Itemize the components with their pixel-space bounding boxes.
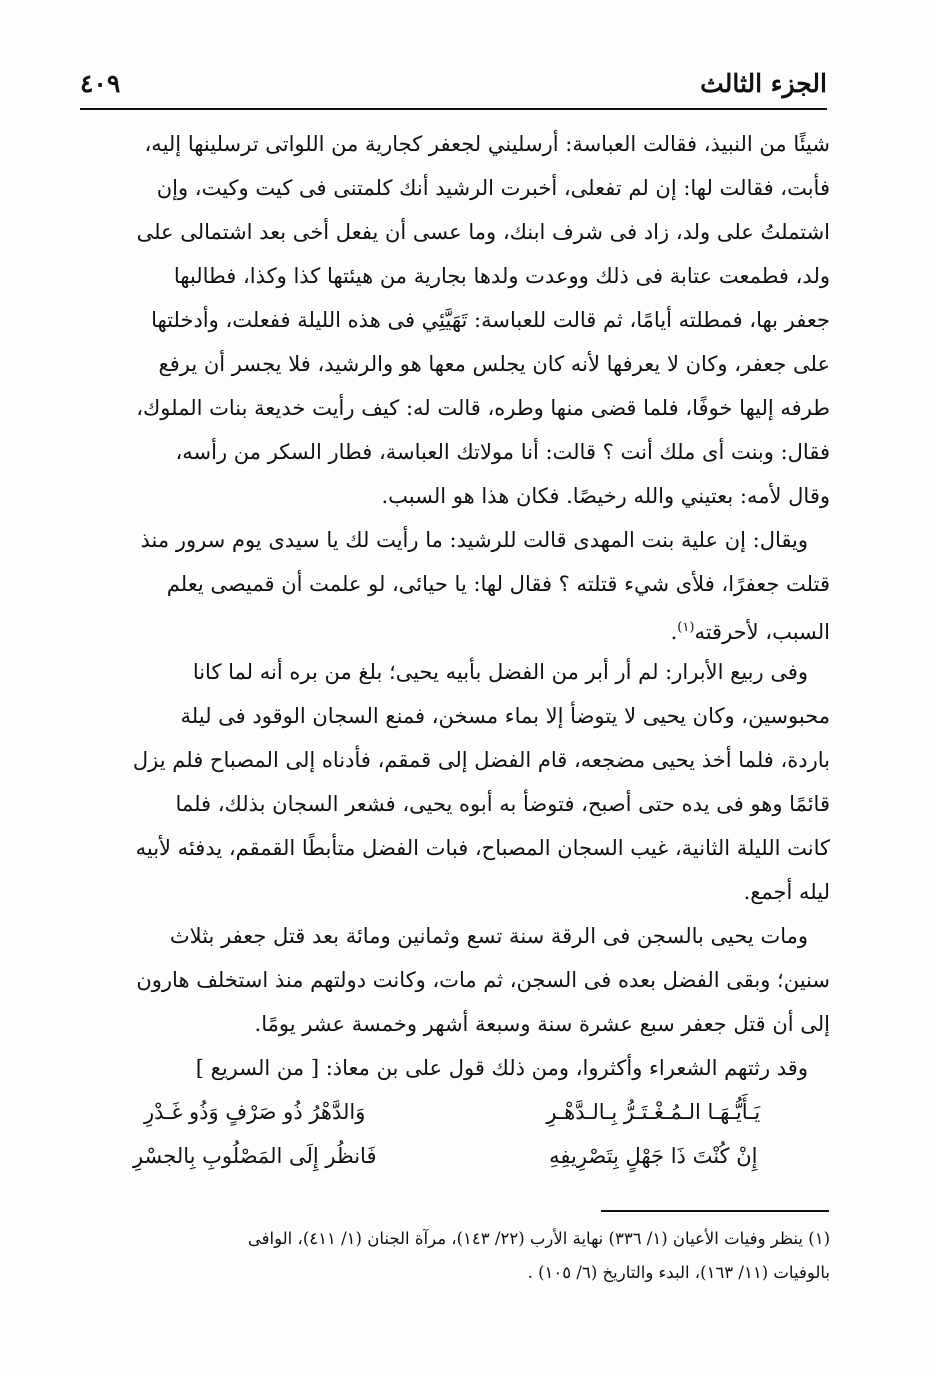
text-line: قائمًا وهو فى يده حتى أصبح، فتوضأ به أبوه يحيى، فشعر السجان بذلك، فلما: [175, 792, 830, 816]
text-line: اشتملتُ على ولد، زاد فى شرف ابنك، وما عسى أن يفعل أخى بعد اشتمالى على: [136, 220, 830, 244]
page-number: ٤٠٩: [80, 68, 121, 98]
verse-first-hemistich: يَـأَيُّـهَـا الـمُـغْـتَـرُّ بِـالـدَّهْـرِ: [546, 1100, 761, 1124]
verse-second-hemistich: فَانظُر إِلَى المَصْلُوبِ بِالجسْرِ: [132, 1144, 377, 1168]
verse-first-hemistich: إِنْ كُنْتَ ذَا جَهْلٍ بِتَصْرِيفِهِ: [549, 1144, 758, 1168]
text-line: باردة، فلما أخذ يحيى مضجعه، قام الفضل إلى قمقم، فأدناه إلى المصباح فلم يزل: [132, 748, 830, 772]
text-line: جعفر بها، فمطلته أيامًا، ثم قالت للعباسة: تَهَيَّئِي فى هذه الليلة ففعلت، وأدخلتها: [151, 308, 830, 332]
text-line: طرفه إليها خوفًا، فلما قضى منها وطره، قالت له: كيف رأيت خديعة بنات الملوك،: [136, 396, 830, 420]
poem-verse: [78, 1134, 830, 1178]
footnote-line: بالوفيات (١١/ ١٦٣)، البدء والتاريخ (٦/ ١٠٥) .: [527, 1263, 830, 1282]
text-line: قتلت جعفرًا، فلأى شيء قتلته ؟ فقال لها: يا حيائى، لو علمت أن قميصى يعلم: [166, 572, 830, 596]
text-segment: السبب، لأحرقته: [694, 620, 830, 644]
text-line: كانت الليلة الثانية، غيب السجان المصباح، فبات الفضل متأبطًا القمقم، يدفئه لأبيه: [135, 836, 830, 860]
text-line: وقد رثتهم الشعراء وأكثروا، ومن ذلك قول على بن معاذ: [ من السريع ]: [195, 1056, 808, 1080]
verse-second-hemistich: وَالدَّهْرُ ذُو صَرْفٍ وَذُو غَـدْرِ: [144, 1100, 366, 1124]
text-line: وفى ربيع الأبرار: لم أر أبر من الفضل بأبيه يحيى؛ بلغ من بره أنه لما كانا: [192, 660, 808, 684]
text-line: شيئًا من النبيذ، فقالت العباسة: أرسليني لجعفر كجارية من اللواتى ترسلينها إليه،: [144, 132, 830, 156]
footnotes: [78, 1222, 830, 1290]
footnote-line: (١) ينظر وفيات الأعيان (١/ ٣٣٦) نهاية الأرب (٢٢/ ١٤٣)، مرآة الجنان (١/ ٤١١)، الوافى: [247, 1229, 830, 1248]
poem-verse: [78, 1090, 830, 1134]
text-line: ومات يحيى بالسجن فى الرقة سنة تسع وثمانين ومائة بعد قتل جعفر بثلاث: [169, 924, 808, 948]
footnote-rule: [601, 1210, 829, 1212]
text-line: فأبت، فقالت لها: إن لم تفعلى، أخبرت الرشيد أنك كلمتنى فى كيت وكيت، وإن: [156, 176, 830, 200]
text-line: على جعفر، وكان لا يعرفها لأنه كان يجلس معها هو والرشيد، فلا يجسر أن يرفع: [158, 352, 830, 376]
text-line: ليله أجمع.: [743, 880, 830, 904]
footnote-reference[interactable]: (١): [677, 620, 695, 635]
header-title: الجزء الثالث: [700, 68, 827, 98]
line-end-period: .: [670, 620, 678, 644]
header-rule: [80, 108, 827, 110]
text-line: إلى أن قتل جعفر سبع عشرة سنة وسبعة أشهر وخمسة عشر يومًا.: [254, 1012, 830, 1036]
text-line: ولد، فطمعت عتابة فى ذلك ووعدت ولدها بجارية من هيئتها كذا وكذا، فطالبها: [173, 264, 830, 288]
text-line: سنين؛ وبقى الفضل بعده فى السجن، ثم مات، وكانت دولتهم منذ استخلف هارون: [136, 968, 830, 992]
running-header: [80, 60, 827, 106]
text-line: فقال: وبنت أى ملك أنت ؟ قالت: أنا مولاتك العباسة، فطار السكر من رأسه،: [175, 440, 830, 464]
text-line: ويقال: إن علية بنت المهدى قالت للرشيد: ما رأيت لك يا سيدى يوم سرور منذ: [140, 528, 808, 552]
text-line: وقال لأمه: بعتيني والله رخيصًا. فكان هذا هو السبب.: [381, 484, 830, 508]
text-line: محبوسين، وكان يحيى لا يتوضأ إلا بماء مسخن، فمنع السجان الوقود فى ليلة: [180, 704, 830, 728]
text-line-with-footnote: [78, 606, 830, 650]
body-text: [78, 122, 830, 1178]
